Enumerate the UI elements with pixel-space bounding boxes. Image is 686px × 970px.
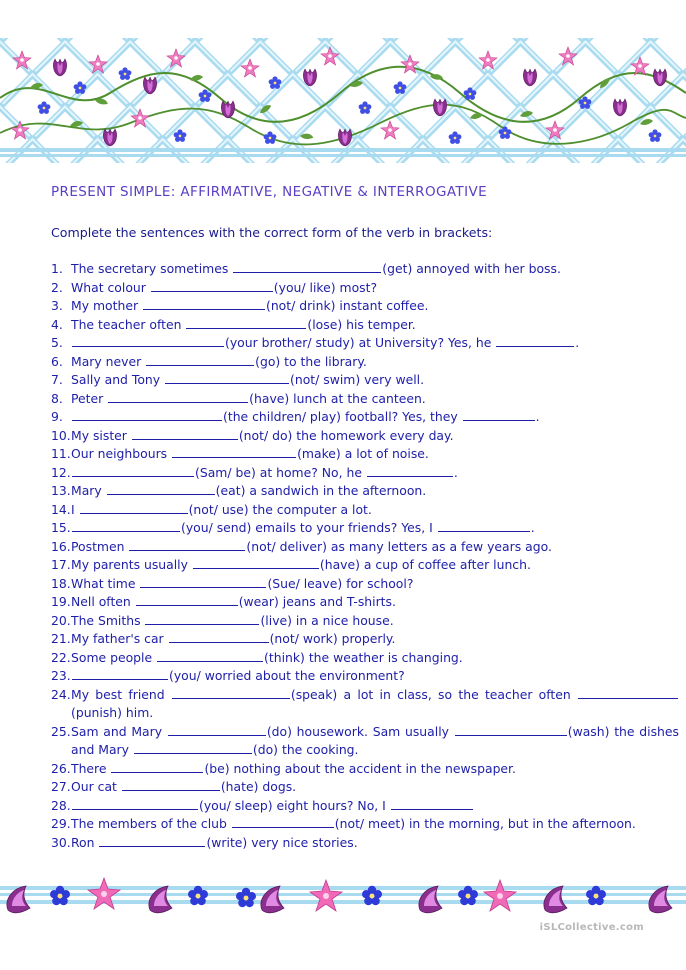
answer-blank[interactable] [186, 317, 306, 329]
exercise-item [51, 778, 679, 797]
sentence-text: (go) to the library. [255, 353, 367, 369]
exercise-item [51, 686, 679, 723]
instructions-text: Complete the sentences with the correct form of the verb in brackets: [51, 225, 493, 240]
sentence-text: (wash) the dishes and Mary [71, 723, 679, 757]
sentence-text: What time [71, 575, 140, 591]
exercise-sentence [71, 778, 679, 797]
sentence-text: Some people [71, 649, 157, 665]
sentence-text: What colour [71, 279, 150, 295]
exercise-sentence [71, 834, 679, 853]
answer-blank[interactable] [99, 835, 205, 847]
exercise-number: 27. [51, 779, 71, 794]
exercise-sentence [71, 760, 679, 779]
sentence-text: Mary [71, 483, 106, 498]
exercise-number: 19. [51, 594, 71, 609]
answer-blank[interactable] [391, 798, 473, 810]
exercise-number: 22. [51, 649, 71, 665]
sentence-text: (make) a lot of noise. [297, 446, 429, 461]
sentence-text: (you/ worried about the environment? [169, 668, 405, 683]
sentence-text: (not/ use) the computer a lot. [188, 501, 372, 517]
exercise-item [51, 482, 679, 501]
exercise-item [51, 297, 679, 316]
sentence-text: (live) in a nice house. [260, 612, 394, 628]
sentence-text: (be) nothing about the accident in the newspaper. [204, 760, 516, 776]
exercise-sentence [71, 686, 679, 723]
exercise-item [51, 260, 679, 279]
sentence-text: (Sue/ leave) for school? [267, 575, 414, 591]
exercise-item [51, 630, 679, 649]
answer-blank[interactable] [72, 335, 224, 347]
exercise-item [51, 593, 679, 612]
answer-blank[interactable] [367, 465, 453, 477]
site-watermark: iSLCollective.com [539, 922, 644, 933]
answer-blank[interactable] [168, 724, 266, 736]
exercise-number: 3. [51, 298, 63, 313]
sentence-text: (your brother/ study) at University? Yes, he [225, 335, 496, 350]
sentence-text: My best friend [71, 686, 171, 702]
exercise-item [51, 760, 679, 779]
sentence-text: Nell often [71, 594, 135, 609]
sentence-text: (have) lunch at the canteen. [249, 390, 426, 406]
exercise-number: 20. [51, 612, 71, 628]
exercise-sentence [71, 538, 679, 557]
exercise-sentence [71, 316, 679, 335]
sentence-text: (not/ deliver) as many letters as a few years ago. [246, 538, 552, 554]
exercise-item [51, 316, 679, 335]
floral-lattice-border-top [0, 38, 686, 163]
sentence-text: Peter [71, 390, 108, 406]
exercise-sentence [71, 464, 679, 483]
sentence-text: (not/ drink) instant coffee. [265, 298, 429, 313]
answer-blank[interactable] [136, 594, 238, 606]
sentence-text: The Smiths [71, 612, 145, 628]
answer-blank[interactable] [151, 280, 273, 292]
exercise-sentence [71, 334, 679, 353]
exercise-item [51, 723, 679, 760]
answer-blank[interactable] [129, 539, 245, 551]
exercise-number: 13. [51, 483, 71, 498]
answer-blank[interactable] [157, 650, 263, 662]
answer-blank[interactable] [438, 520, 530, 532]
answer-blank[interactable] [107, 483, 215, 495]
exercise-item [51, 279, 679, 298]
answer-blank[interactable] [140, 576, 266, 588]
exercise-item [51, 427, 679, 446]
exercise-sentence [71, 445, 679, 464]
exercise-sentence [71, 797, 679, 816]
sentence-text: (you/ like) most? [273, 279, 378, 295]
exercise-sentence [71, 260, 679, 279]
answer-blank[interactable] [172, 446, 296, 458]
sentence-text: (think) the weather is changing. [264, 649, 463, 665]
sentence-text: . [535, 409, 540, 424]
exercise-number: 8. [51, 390, 63, 406]
exercise-number: 14. [51, 501, 71, 517]
sentence-text: (Sam/ be) at home? No, he [195, 464, 366, 480]
answer-blank[interactable] [193, 557, 319, 569]
sentence-text: Sally and Tony [71, 372, 165, 387]
answer-blank[interactable] [80, 502, 188, 514]
answer-blank[interactable] [72, 668, 168, 680]
exercise-item [51, 538, 679, 557]
answer-blank[interactable] [143, 298, 265, 310]
answer-blank[interactable] [455, 724, 567, 736]
answer-blank[interactable] [233, 261, 381, 273]
exercise-sentence [71, 297, 679, 316]
exercise-sentence [71, 667, 679, 686]
sentence-text: (you/ send) emails to your friends? Yes, I [181, 520, 437, 535]
exercise-item [51, 464, 679, 483]
sentence-text: (wear) jeans and T-shirts. [238, 594, 396, 609]
sentence-text: (hate) dogs. [220, 779, 297, 794]
sentence-text: The members of the club [71, 816, 231, 831]
sentence-text: (not/ work) properly. [269, 631, 396, 646]
exercise-item [51, 519, 679, 538]
exercise-item [51, 556, 679, 575]
answer-blank[interactable] [122, 779, 220, 791]
answer-blank[interactable] [172, 687, 290, 699]
exercise-sentence [71, 371, 679, 390]
sentence-text: My father's car [71, 631, 168, 646]
exercise-number: 16. [51, 538, 71, 554]
exercise-number: 17. [51, 557, 71, 572]
sentence-text: My sister [71, 427, 131, 443]
exercise-sentence [71, 630, 679, 649]
sentence-text: Our cat [71, 779, 121, 794]
exercise-number: 30. [51, 834, 71, 850]
exercise-sentence [71, 649, 679, 668]
floral-border-bottom [0, 866, 686, 928]
answer-blank[interactable] [108, 391, 248, 403]
sentence-text: (do) the cooking. [252, 742, 359, 757]
sentence-text: (do) housework. Sam usually [266, 723, 454, 739]
exercise-list [51, 260, 679, 852]
sentence-text: Sam and Mary [71, 723, 167, 739]
exercise-item [51, 334, 679, 353]
sentence-text: (get) annoyed with her boss. [382, 261, 561, 276]
answer-blank[interactable] [72, 465, 194, 477]
sentence-text: (lose) his temper. [307, 316, 416, 332]
answer-blank[interactable] [145, 613, 259, 625]
exercise-sentence [71, 815, 679, 834]
answer-blank[interactable] [169, 631, 269, 643]
sentence-text: (not/ do) the homework every day. [238, 427, 454, 443]
exercise-item [51, 445, 679, 464]
exercise-sentence [71, 427, 679, 446]
exercise-number: 15. [51, 520, 71, 535]
sentence-text: (the children/ play) football? Yes, they [223, 409, 462, 424]
sentence-text: Mary never [71, 353, 146, 369]
sentence-text: There [71, 760, 111, 776]
exercise-number: 25. [51, 723, 71, 739]
sentence-text: (write) very nice stories. [206, 834, 358, 850]
exercise-number: 4. [51, 316, 63, 332]
exercise-number: 6. [51, 353, 63, 369]
exercise-number: 2. [51, 279, 63, 295]
sentence-text: (not/ swim) very well. [290, 372, 425, 387]
exercise-number: 28. [51, 797, 71, 813]
exercise-number: 23. [51, 668, 71, 683]
sentence-text: (you/ sleep) eight hours? No, I [199, 797, 390, 813]
sentence-text: . [530, 520, 535, 535]
exercise-sentence [71, 593, 679, 612]
exercise-number: 12. [51, 464, 71, 480]
exercise-item [51, 815, 679, 834]
exercise-number: 10. [51, 427, 71, 443]
exercise-item [51, 371, 679, 390]
exercise-number: 9. [51, 409, 63, 424]
exercise-number: 11. [51, 446, 71, 461]
sentence-text: My parents usually [71, 557, 192, 572]
exercise-item [51, 649, 679, 668]
exercise-sentence [71, 612, 679, 631]
answer-blank[interactable] [165, 372, 289, 384]
sentence-text: Our neighbours [71, 446, 172, 461]
answer-blank[interactable] [578, 687, 678, 699]
exercise-item [51, 501, 679, 520]
answer-blank[interactable] [72, 409, 222, 421]
answer-blank[interactable] [132, 428, 238, 440]
exercise-sentence [71, 501, 679, 520]
sentence-text: My mother [71, 298, 142, 313]
answer-blank[interactable] [496, 335, 574, 347]
answer-blank[interactable] [134, 742, 252, 754]
sentence-text: The teacher often [71, 316, 186, 332]
sentence-text: Postmen [71, 538, 129, 554]
sentence-text: (have) a cup of coffee after lunch. [319, 557, 531, 572]
exercise-number: 26. [51, 760, 71, 776]
exercise-item [51, 353, 679, 372]
exercise-number: 29. [51, 816, 71, 831]
answer-blank[interactable] [146, 354, 254, 366]
exercise-item [51, 667, 679, 686]
worksheet-title: PRESENT SIMPLE: AFFIRMATIVE, NEGATIVE & INTERROGATIVE [51, 184, 488, 200]
sentence-text: (not/ meet) in the morning, but in the afternoon. [334, 816, 636, 831]
answer-blank[interactable] [463, 409, 535, 421]
exercise-number: 7. [51, 372, 63, 387]
sentence-text: Ron [71, 834, 99, 850]
sentence-text: (eat) a sandwich in the afternoon. [215, 483, 427, 498]
exercise-sentence [71, 575, 679, 594]
exercise-item [51, 575, 679, 594]
exercise-number: 5. [51, 335, 63, 350]
sentence-text: . [453, 464, 458, 480]
sentence-text: The secretary sometimes [71, 261, 233, 276]
exercise-item [51, 834, 679, 853]
exercise-item [51, 390, 679, 409]
exercise-item [51, 797, 679, 816]
exercise-sentence [71, 408, 679, 427]
exercise-item [51, 408, 679, 427]
answer-blank[interactable] [72, 798, 198, 810]
exercise-sentence [71, 353, 679, 372]
exercise-sentence [71, 723, 679, 760]
exercise-sentence [71, 556, 679, 575]
exercise-sentence [71, 482, 679, 501]
exercise-sentence [71, 279, 679, 298]
answer-blank[interactable] [72, 520, 180, 532]
sentence-text: I [71, 501, 79, 517]
exercise-number: 24. [51, 686, 71, 702]
exercise-sentence [71, 519, 679, 538]
sentence-text: (speak) a lot in class, so the teacher often [290, 686, 577, 702]
exercise-number: 21. [51, 631, 71, 646]
exercise-item [51, 612, 679, 631]
exercise-number: 18. [51, 575, 71, 591]
sentence-text: . [575, 335, 580, 350]
exercise-sentence [71, 390, 679, 409]
sentence-text: (punish) him. [71, 705, 154, 720]
answer-blank[interactable] [232, 816, 334, 828]
exercise-number: 1. [51, 261, 63, 276]
answer-blank[interactable] [111, 761, 203, 773]
